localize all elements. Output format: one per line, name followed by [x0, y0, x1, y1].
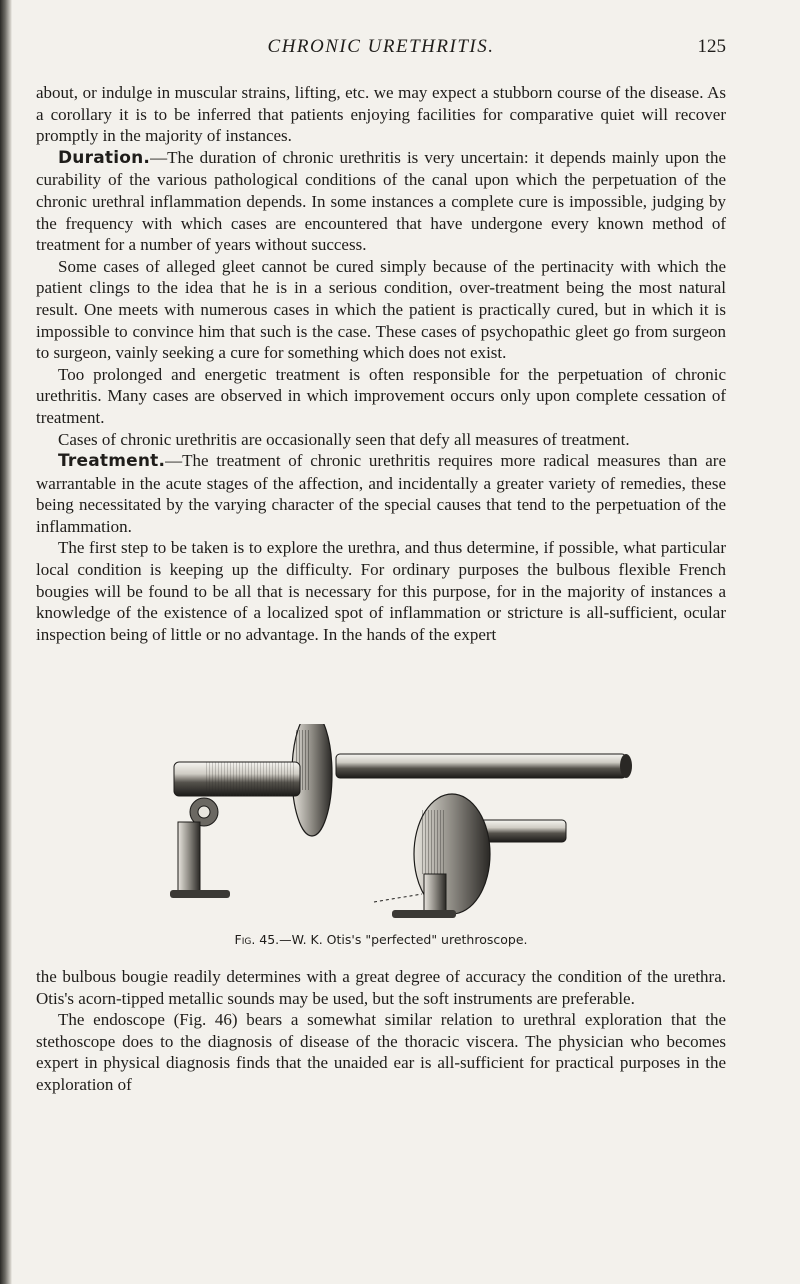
- paragraph: [36, 364, 726, 429]
- lower-handle-foot: [392, 910, 456, 918]
- paragraph: [36, 1009, 726, 1095]
- upper-handle: [178, 822, 200, 892]
- paragraph-text: —The duration of chronic urethritis is very uncertain: it depends mainly upon the curability of the various pathological conditions of the canal upon which the perpetuation of the chronic urethral inflammation depends. In some instances a complete cure is impossible, judging by the frequency with which cases are encountered that have undergone every known method of treatment for a number of years without success.: [36, 147, 726, 255]
- run-in-heading-treatment: Treatment.: [58, 451, 166, 472]
- run-in-heading-duration: Duration.: [58, 147, 151, 168]
- upper-tube-tip: [620, 754, 632, 778]
- paragraph: [36, 450, 726, 537]
- page-number: 125: [697, 36, 726, 57]
- lamp-screw: [198, 806, 210, 818]
- paragraph: [36, 966, 726, 1009]
- paragraph-text: The first step to be taken is to explore the urethra, and thus determine, if possible, what particular local condition is keeping up the difficulty. For ordinary purposes the bulbous flexible French bougies will be found to be all that is necessary for this purpose, for in the majority of instances a knowledge of the existence of a localized spot of inflammation or stricture is all-sufficient, ocular inspection being of little or no advantage. In the hands of the expert: [36, 538, 726, 644]
- paragraph-text: about, or indulge in muscular strains, lifting, etc. we may expect a stubborn course of the disease. As a corollary it is to be inferred that patients enjoying facilities for comparative quiet will recover promptly in the majority of instances.: [36, 83, 726, 146]
- book-spine-shadow: [0, 0, 12, 1284]
- body-text-top: [36, 82, 726, 645]
- urethroscope-engraving: [146, 724, 646, 924]
- figure-label: Fig. 45.: [234, 932, 280, 947]
- paragraph-text: —The treatment of chronic urethritis requires more radical measures than are warrantable in the acute stages of the affection, and incidentally a greater variety of remedies, these being necessitated by the varying character of the special causes that tend to the perpetuation of the inflammation.: [36, 451, 726, 536]
- paragraph: [36, 256, 726, 364]
- running-title: CHRONIC URETHRITIS.: [267, 36, 495, 57]
- upper-handle-foot: [170, 890, 230, 898]
- urethroscope-illustration: [146, 724, 646, 924]
- figure-caption: [36, 932, 726, 947]
- paragraph-text: Too prolonged and energetic treatment is often responsible for the perpetuation of chronic urethritis. Many cases are observed in which improvement occurs only upon complete cessation of treatment.: [36, 364, 726, 427]
- paragraph-text: The endoscope (Fig. 46) bears a somewhat similar relation to urethral exploration that the stethoscope does to the diagnosis of disease of the thoracic viscera. The physician who becomes expert in physical diagnosis finds that the unaided ear is all-sufficient for practical purposes in the exploration of: [36, 1010, 726, 1094]
- paragraph-text: Cases of chronic urethritis are occasionally seen that defy all measures of treatment.: [58, 429, 630, 449]
- paragraph-text: Some cases of alleged gleet cannot be cured simply because of the pertinacity with which the patient clings to the idea that he is in a serious condition, over-treatment being the most natural result. One meets with numerous cases in which the patient is practically cured, but in which it is impossible to convince him that such is the case. These cases of psychopathic gleet go from surgeon to surgeon, vainly seeking a cure for something which does not exist.: [36, 256, 726, 363]
- upper-tube: [336, 754, 626, 778]
- lower-tube: [476, 820, 566, 842]
- lower-disc-hatching: [422, 810, 446, 874]
- paragraph-text: the bulbous bougie readily determines with a great degree of accuracy the condition of the urethra. Otis's acorn-tipped metallic sounds may be used, but the soft instruments are preferable.: [36, 967, 726, 1008]
- paragraph: [36, 82, 726, 147]
- lower-handle: [424, 874, 446, 914]
- running-head: [36, 36, 726, 64]
- paragraph: [36, 429, 726, 451]
- paragraph: [36, 537, 726, 645]
- paragraph: [36, 147, 726, 256]
- lower-handle-wire: [374, 894, 422, 902]
- figure-caption-text: —W. K. Otis's "perfected" urethroscope.: [279, 932, 528, 947]
- body-text-bottom: [36, 966, 726, 1096]
- upper-eyepiece-hatching: [206, 762, 296, 796]
